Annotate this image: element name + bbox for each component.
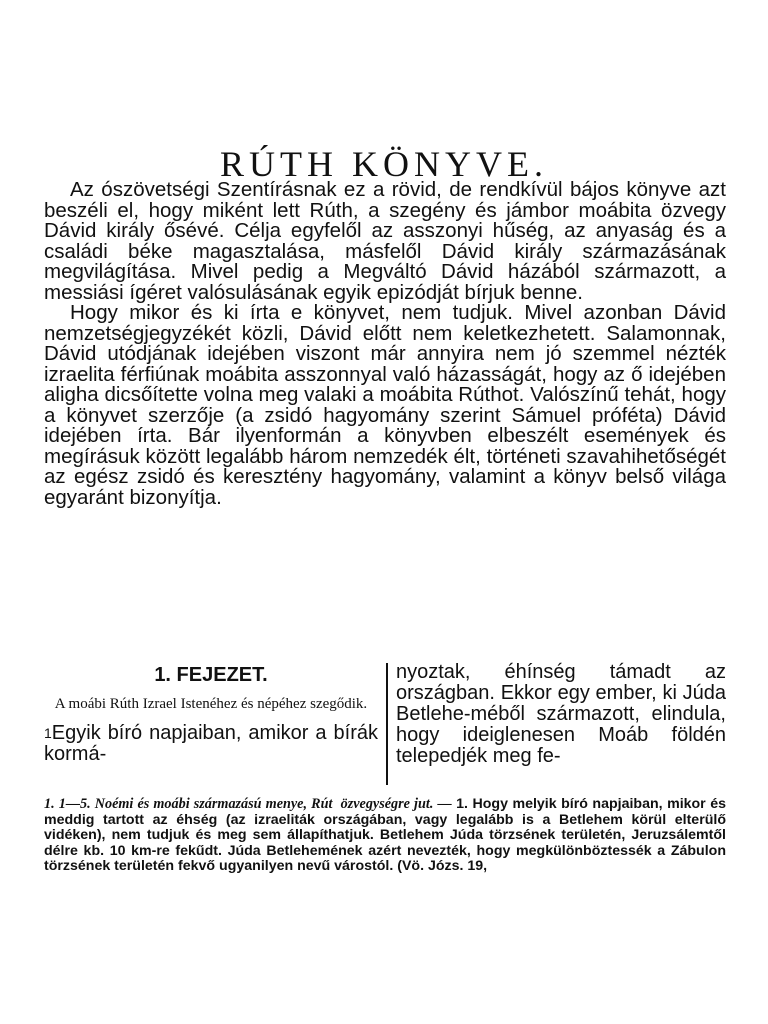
footnote-text: 1. Hogy melyik bíró napjaiban, mikor és meddig tartott az éhség (az izraeliták országában, vagy legalább is a Betlehem körül elterülő vidéken), nem tudjuk és meg sem állapíthatjuk. Betlehem Júda törzsének területén, Jeruzsálemtől délre kb. 10 km-re fekűdt. Júda Betlehemének azért nevezték, hogy megkülönböztessék a Zábulon törzsének területén fekvő ugyanilyen nevű várostól. (Vö. Józs. 19, [44,796,726,875]
chapter-heading: 1. FEJEZET. [154,664,268,686]
intro-paragraph-1: Az ószövetségi Szentírásnak ez a rövid, de rendkívül bájos könyve azt beszéli el, hogy miként lett Rúth, a szegény és jámbor moábita özvegy Dávid király ősévé. Célja egyfelől az asszonyi hűség, az anyaság és a családi béke magasztalása, másfelől Dávid király származásának megvilágítása. Mivel pedig a Megváltó Dávid házából származott, a messiási ígéret valósulásának egyik epizódját bírjuk benne. [44,178,726,304]
verse-left-body: Egyik bíró napjaiban, amikor a bírák kormá- [44,722,378,765]
verse-text-left [44,723,378,765]
column-divider [386,663,388,785]
left-column [44,662,378,765]
page-title: RÚTH KÖNYVE. [220,144,548,185]
verse-text-right: nyoztak, éhínség támadt az országban. Ekkor egy ember, ki Júda Betlehe-méből származott, elindula, hogy ideiglenesen Moáb földén telepedjék meg fe- [396,661,726,767]
verse-number: 1 [44,725,52,741]
introduction [44,180,726,508]
footnote-lead: 1. 1—5. Noémi és moábi származású menye, Rút ​ özvegységre jut. — [44,796,452,812]
footnote [44,797,726,875]
intro-paragraph-2: Hogy mikor és ki írta e könyvet, nem tudjuk. Mivel azonban Dávid nemzetségjegyzékét közli, Dávid előtt nem keletkezhetett. Salamonnak, Dávid utódjának idejében viszont már annyira nem jó szemmel nézték izraelita férfiúnak moábita asszonnyal való házasságát, hogy az ő idejében aligha dicsőítette volna meg valaki a moábita Rúthot. Valószínű tehát, hogy a könyvet szerzője (a zsidó hagyomány szerint Sámuel próféta) Dávid idejében írta. Bár ilyenformán a könyvben elbeszélt események és megírásuk között legalább három nemzedék élt, történeti szavahihetőségét az egész zsidó és keresztény hagyomány, valamint a könyv belső világa egyaránt bizonyítja. [44,301,726,509]
chapter-summary: A moábi Rúth Izrael Istenéhez és népéhez szegődik. [54,696,368,712]
right-column [396,662,726,767]
